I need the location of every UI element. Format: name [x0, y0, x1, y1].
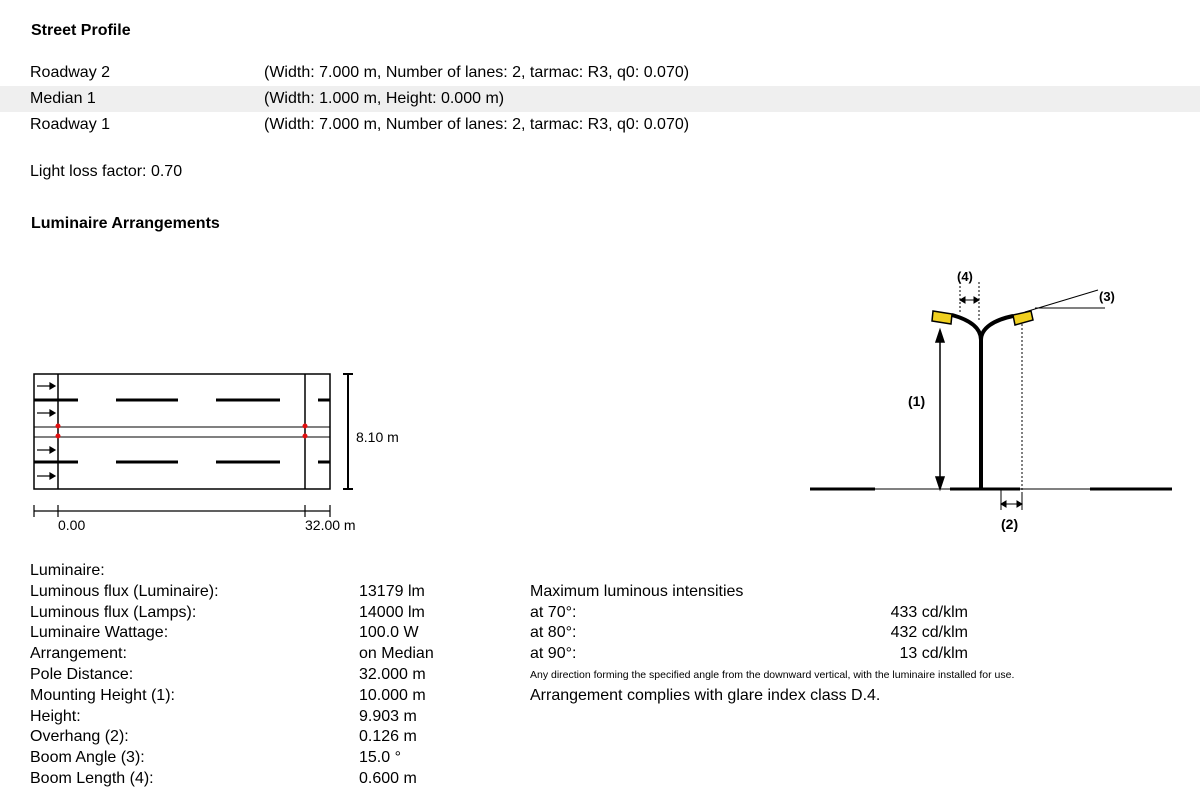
intensity-value: 433 cd/klm — [890, 603, 968, 621]
pole-elevation-diagram — [800, 260, 1190, 540]
intensities-title: Maximum luminous intensities — [530, 582, 744, 600]
intensity-values — [800, 603, 968, 665]
spec-value: 0.126 m — [359, 728, 417, 746]
length-dimension — [34, 505, 330, 517]
luminaire-point — [303, 424, 308, 429]
street-profile-title: Street Profile — [31, 22, 131, 39]
boom-length-dimension — [960, 297, 979, 303]
spec-label: Mounting Height (1): — [30, 686, 175, 704]
luminaire-header: Luminaire: — [30, 562, 105, 579]
luminaire-left-icon — [932, 311, 952, 324]
direction-arrows — [37, 383, 55, 479]
spec-label: Luminous flux (Lamps): — [30, 603, 197, 621]
spec-label: Pole Distance: — [30, 665, 134, 683]
spec-label: Overhang (2): — [30, 728, 129, 746]
intensity-value: 432 cd/klm — [890, 624, 968, 642]
width-label: 8.10 m — [356, 429, 399, 445]
spec-label: Boom Angle (3): — [30, 749, 145, 767]
spec-label: Boom Length (4): — [30, 769, 154, 787]
intensity-label: at 80°: — [530, 624, 577, 642]
spec-value: on Median — [359, 645, 434, 663]
label-1: (1) — [908, 393, 926, 409]
boom-angle-dimension — [1025, 290, 1105, 312]
spec-label: Luminaire Wattage: — [30, 624, 169, 642]
width-dimension — [343, 374, 353, 489]
spec-value: 32.000 m — [359, 665, 426, 683]
profile-row-value: (Width: 7.000 m, Number of lanes: 2, tarmac: R3, q0: 0.070) — [264, 116, 690, 133]
label-3: (3) — [1099, 289, 1115, 304]
road-plan-diagram — [0, 360, 420, 540]
profile-row-value: (Width: 7.000 m, Number of lanes: 2, tarmac: R3, q0: 0.070) — [264, 64, 690, 81]
spec-value: 10.000 m — [359, 686, 426, 704]
intensity-value: 13 cd/klm — [899, 645, 968, 663]
profile-row-value: (Width: 1.000 m, Height: 0.000 m) — [264, 90, 505, 107]
spec-label: Luminous flux (Luminaire): — [30, 582, 219, 600]
overhang-dimension — [1001, 489, 1022, 510]
spec-label: Arrangement: — [30, 645, 127, 663]
spec-value: 14000 lm — [359, 603, 425, 621]
intensity-note: Any direction forming the specified angle from the downward vertical, with the luminaire installed for use. — [530, 668, 1015, 681]
label-2: (2) — [1001, 516, 1019, 532]
profile-row-label: Median 1 — [30, 90, 96, 107]
pole-arm — [981, 316, 1013, 340]
spec-value: 100.0 W — [359, 624, 419, 642]
luminaire-labels — [30, 561, 219, 790]
profile-row-label: Roadway 1 — [30, 116, 111, 133]
luminaire-values — [359, 582, 434, 790]
spec-value: 0.600 m — [359, 769, 417, 787]
label-4: (4) — [957, 269, 973, 284]
glare-class: Arrangement complies with glare index class D.4. — [530, 686, 881, 704]
luminaire-right-icon — [1013, 311, 1033, 325]
lane-markings — [34, 400, 330, 462]
luminaire-point — [56, 424, 61, 429]
spec-value: 15.0 ° — [359, 749, 401, 767]
luminaire-point — [56, 434, 61, 439]
intensity-label: at 70°: — [530, 603, 577, 621]
luminaire-point — [303, 434, 308, 439]
start-label: 0.00 — [58, 517, 86, 533]
spec-label: Height: — [30, 707, 81, 725]
intensity-label: at 90°: — [530, 645, 577, 663]
end-label: 32.00 m — [305, 517, 356, 533]
pole-shaft — [952, 315, 981, 489]
spec-value: 9.903 m — [359, 707, 417, 725]
profile-row-label: Roadway 2 — [30, 64, 111, 81]
spec-value: 13179 lm — [359, 582, 425, 600]
road-outline — [34, 374, 330, 489]
arrangements-title: Luminaire Arrangements — [31, 215, 220, 232]
profile-row-median-1 — [0, 86, 1200, 112]
profile-row-roadway-2 — [0, 60, 1200, 86]
light-loss-factor: Light loss factor: 0.70 — [30, 163, 183, 180]
mounting-height-dimension — [936, 330, 944, 489]
guide-lines — [960, 282, 1022, 492]
profile-row-roadway-1 — [0, 112, 1200, 138]
